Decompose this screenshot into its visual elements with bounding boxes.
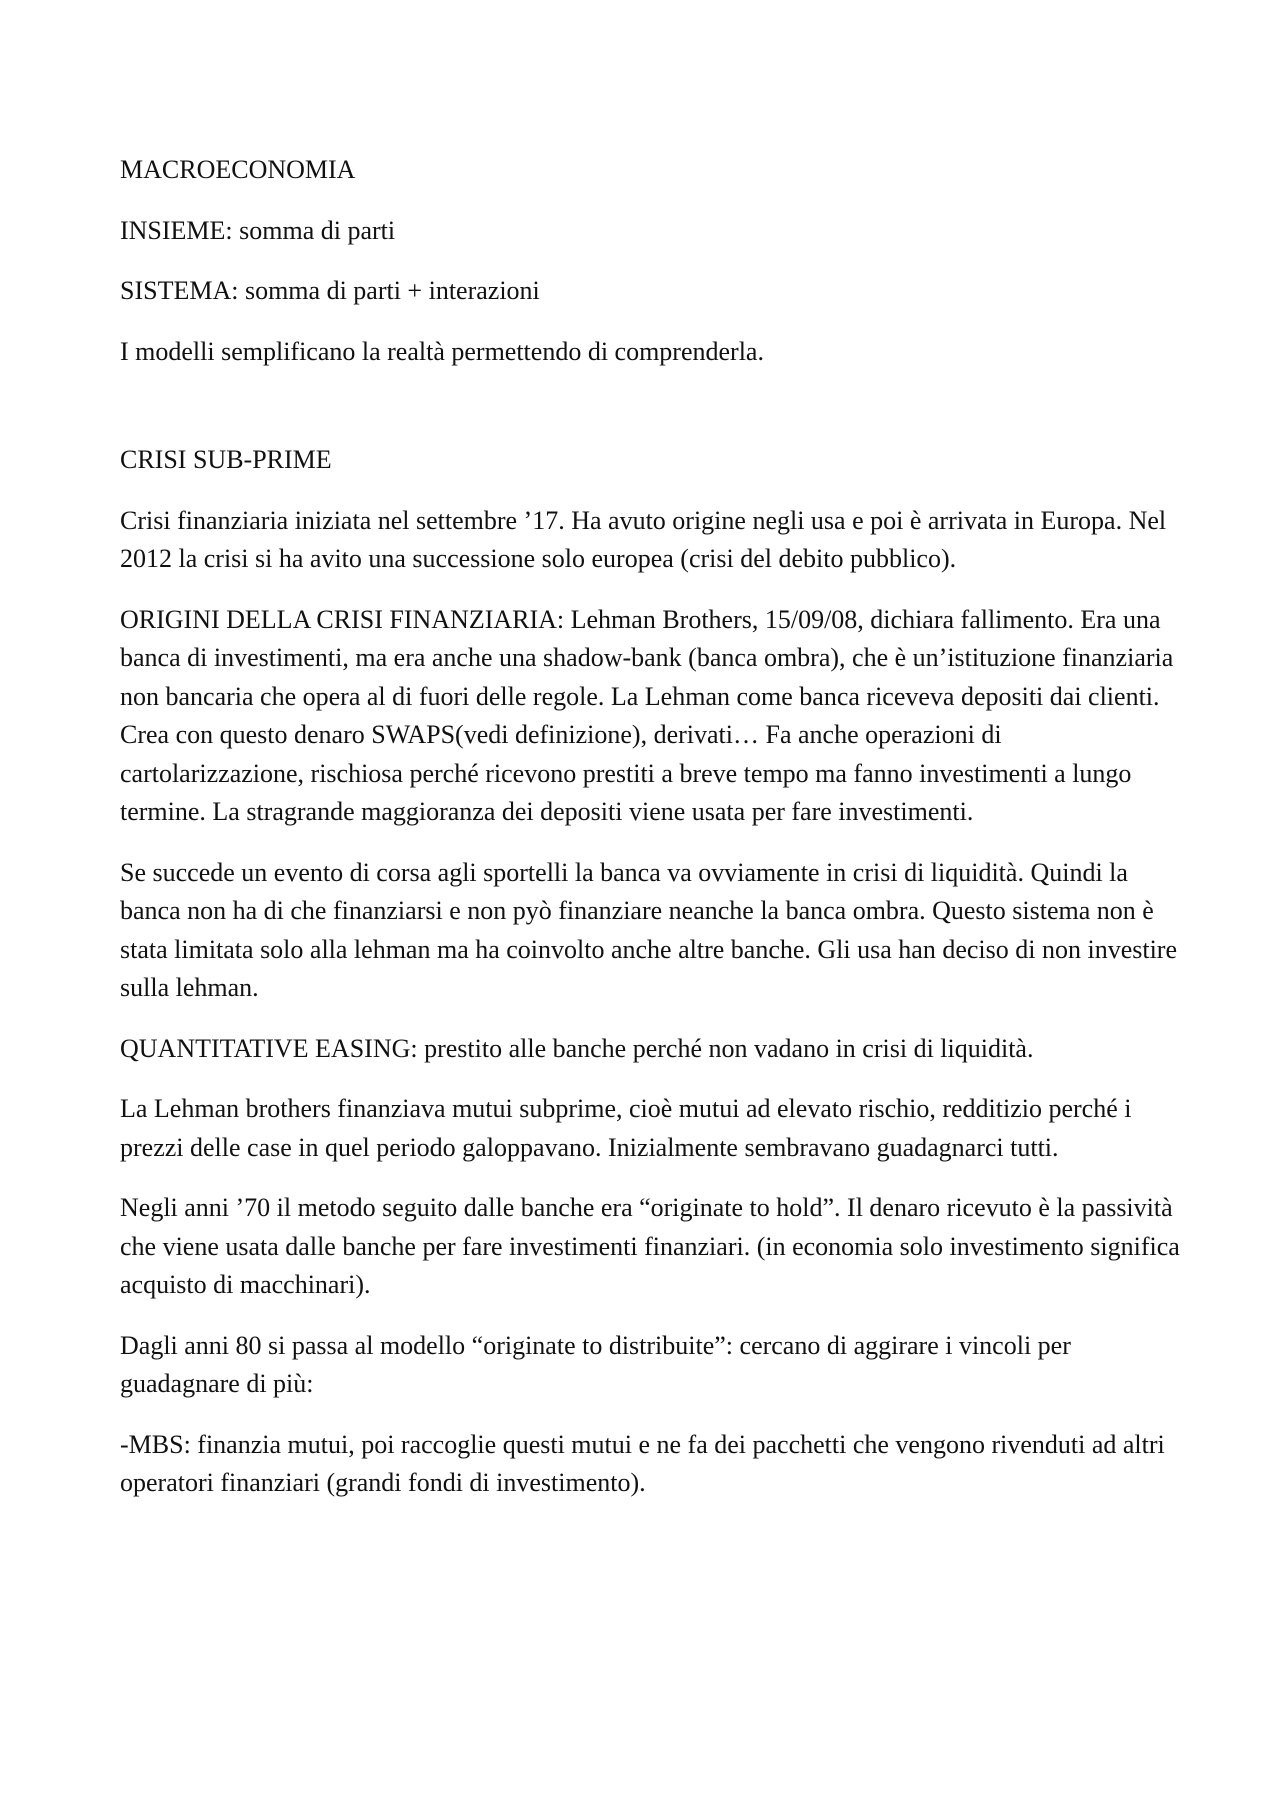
document-title: MACROECONOMIA — [120, 155, 356, 184]
section-spacer — [120, 393, 1180, 441]
models-sentence: I modelli semplificano la realtà permettendo di comprenderla. — [120, 336, 764, 366]
paragraph: Negli anni ’70 il metodo seguito dalle banche era “originate to hold”. Il denaro ricevuto è la passività che viene usata dalle banche per fare investimenti finanziari. (in economia solo investimento significa acquisto di macchinari). — [120, 1193, 1180, 1299]
paragraph: Crisi finanziaria iniziata nel settembre ’17. Ha avuto origine negli usa e poi è arrivata in Europa. Nel 2012 la crisi si ha avito una successione solo europea (crisi del debito pubblico). — [120, 505, 1167, 573]
paragraph: -MBS: finanzia mutui, poi raccoglie questi mutui e ne fa dei pacchetti che vengono rivenduti ad altri operatori finanziari (grandi fondi di investimento). — [120, 1429, 1165, 1497]
definition-sistema: SISTEMA: somma di parti + interazioni — [120, 276, 540, 305]
paragraph: Se succede un evento di corsa agli sportelli la banca va ovviamente in crisi di liquidità. Quindi la banca non ha di che finanziarsi e non pyò finanziare neanche la banca ombra. Questo sistema non è stata limitata solo alla lehman ma ha coinvolto anche altre banche. Gli usa han deciso di non investire sulla lehman. — [120, 857, 1177, 1002]
section-heading: CRISI SUB-PRIME — [120, 445, 332, 474]
paragraph: QUANTITATIVE EASING: prestito alle banche perché non vadano in crisi di liquidità. — [120, 1033, 1034, 1063]
definition-insieme: INSIEME: somma di parti — [120, 215, 396, 245]
paragraph: La Lehman brothers finanziava mutui subprime, cioè mutui ad elevato rischio, redditizio perché i prezzi delle case in quel periodo galoppavano. Inizialmente sembravano guadagnarci tutti. — [120, 1094, 1132, 1162]
paragraph: Dagli anni 80 si passa al modello “originate to distribuite”: cercano di aggirare i vincoli per guadagnare di più: — [120, 1330, 1071, 1398]
paragraph: ORIGINI DELLA CRISI FINANZIARIA: Lehman Brothers, 15/09/08, dichiara fallimento. Era una banca di investimenti, ma era anche una shadow-bank (banca ombra), che è un’istituzione finanziaria non bancaria che opera al di fuori delle regole. La Lehman come banca riceveva depositi dai clienti. Crea con questo denaro SWAPS(vedi definizione), derivati… Fa anche operazioni di cartolarizzazione, rischiosa perché ricevono prestiti a breve tempo ma fanno investimenti a lungo termine. La stragrande maggioranza dei depositi viene usata per fare investimenti. — [120, 604, 1174, 826]
